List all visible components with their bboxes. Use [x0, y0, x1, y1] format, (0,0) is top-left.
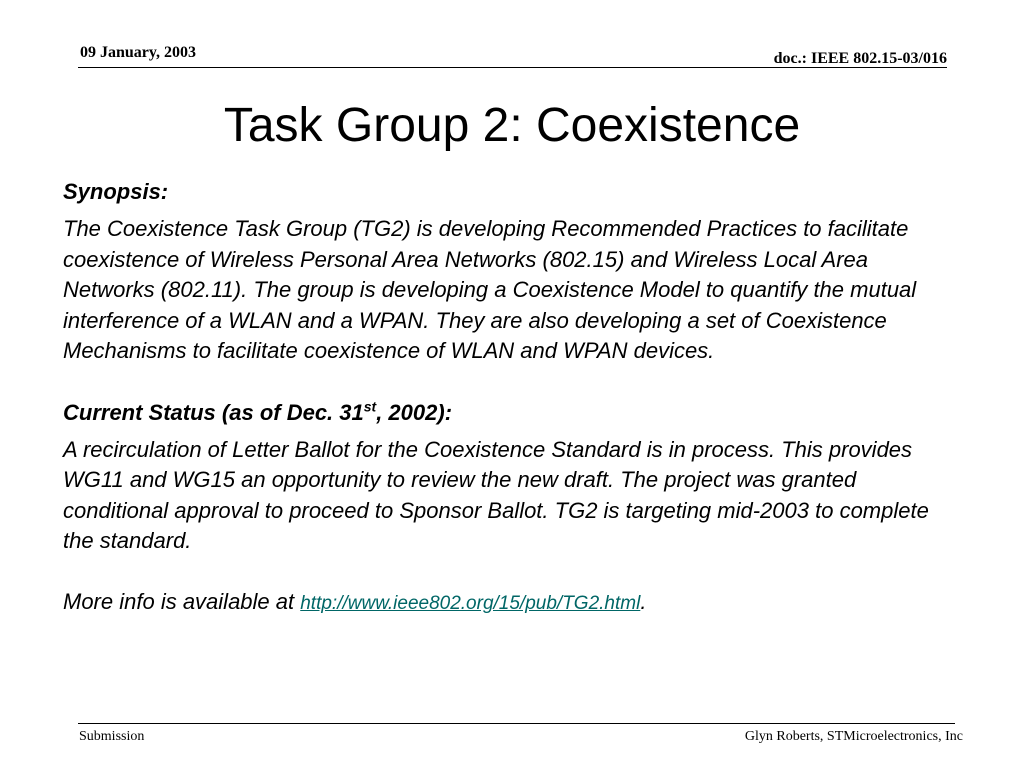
synopsis-text: The Coexistence Task Group (TG2) is developing Recommended Practices to facilitate coexistence of Wireless Personal Area Networks (802.15) and Wireless Local Area Networks (802.11). The group is developing a Coexistence Model to quantify the mutual interference of a WLAN and a WPAN. They are also developing a set of Coexistence Mechanisms to facilitate coexistence of WLAN and WPAN devices. [63, 216, 917, 363]
footer-submission: Submission [79, 729, 145, 744]
more-info-suffix: . [640, 588, 647, 614]
status-heading-date: , 2002): [376, 399, 453, 425]
synopsis-heading: Synopsis: [63, 179, 169, 204]
slide-body [63, 176, 943, 619]
status-text: A recirculation of Letter Ballot for the Coexistence Standard is in process. This provides WG11 and WG15 an opportunity to review the new draft. The project was granted conditional approval to proceed to Sponsor Ballot. TG2 is targeting mid-2003 to complete the standard. [63, 436, 929, 553]
status-heading [63, 397, 943, 429]
header-date: 09 January, 2003 [80, 44, 197, 61]
footer-author: Glyn Roberts, STMicroelectronics, Inc [744, 729, 963, 744]
header-divider [78, 67, 947, 68]
more-info-prefix: More info is available at [63, 588, 301, 614]
footer-divider [78, 723, 955, 724]
slide-title: Task Group 2: Coexistence [223, 99, 801, 152]
status-heading-superscript: st [363, 398, 377, 415]
status-heading-text: Current Status (as of Dec. 31 [63, 399, 364, 425]
tg2-link[interactable]: http://www.ieee802.org/15/pub/TG2.html [300, 592, 641, 614]
more-info [63, 587, 943, 620]
header-doc-id: doc.: IEEE 802.15-03/016 [773, 50, 947, 67]
